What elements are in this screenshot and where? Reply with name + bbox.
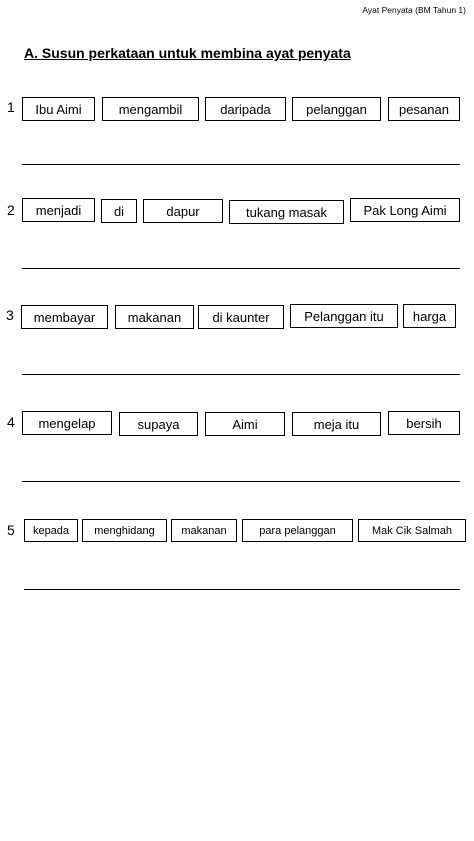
word-card[interactable]: makanan <box>115 305 194 329</box>
word-card[interactable]: mengelap <box>22 411 112 435</box>
word-card[interactable]: Pelanggan itu <box>290 304 398 328</box>
question-number: 3 <box>6 307 14 323</box>
word-card[interactable]: makanan <box>171 519 237 542</box>
word-card[interactable]: membayar <box>21 305 108 329</box>
question-number: 5 <box>7 522 15 538</box>
word-card[interactable]: supaya <box>119 412 198 436</box>
word-card[interactable]: tukang masak <box>229 200 344 224</box>
word-card[interactable]: para pelanggan <box>242 519 353 542</box>
word-card[interactable]: di <box>101 199 137 223</box>
answer-line <box>22 268 460 269</box>
word-card[interactable]: mengambil <box>102 97 199 121</box>
word-card[interactable]: meja itu <box>292 412 381 436</box>
question-number: 4 <box>7 414 15 430</box>
answer-line <box>22 481 460 482</box>
question-number: 2 <box>7 202 15 218</box>
word-card[interactable]: daripada <box>205 97 286 121</box>
word-card[interactable]: Mak Cik Salmah <box>358 519 466 542</box>
word-card[interactable]: dapur <box>143 199 223 223</box>
page-title: A. Susun perkataan untuk membina ayat penyata <box>24 45 351 61</box>
answer-line <box>22 164 460 165</box>
word-card[interactable]: menghidang <box>82 519 167 542</box>
word-card[interactable]: Aimi <box>205 412 285 436</box>
header-note: Ayat Penyata (BM Tahun 1) <box>362 5 466 15</box>
answer-line <box>22 374 460 375</box>
word-card[interactable]: harga <box>403 304 456 328</box>
word-card[interactable]: menjadi <box>22 198 95 222</box>
word-card[interactable]: kepada <box>24 519 78 542</box>
word-card[interactable]: di kaunter <box>198 305 284 329</box>
word-card[interactable]: pesanan <box>388 97 460 121</box>
answer-line <box>24 589 460 590</box>
word-card[interactable]: Ibu Aimi <box>22 97 95 121</box>
question-number: 1 <box>7 99 15 115</box>
word-card[interactable]: pelanggan <box>292 97 381 121</box>
word-card[interactable]: Pak Long Aimi <box>350 198 460 222</box>
word-card[interactable]: bersih <box>388 411 460 435</box>
